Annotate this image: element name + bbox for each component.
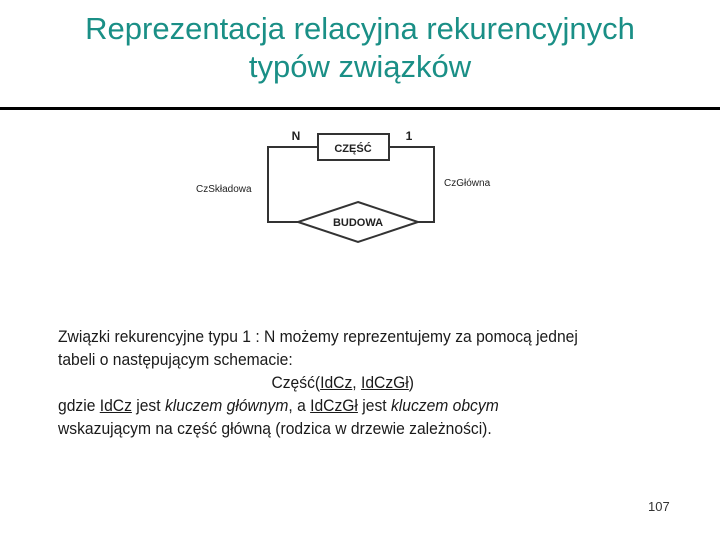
schema-close-paren: ) <box>408 373 415 392</box>
schema-line <box>58 371 628 394</box>
cardinality-right: 1 <box>405 129 413 143</box>
role-right: CzGłówna <box>444 178 491 189</box>
line4-primary-key: IdCz <box>99 396 132 415</box>
schema-primary-key: IdCz <box>320 373 353 392</box>
body-line-4 <box>58 394 628 417</box>
schema-separator: , <box>352 373 361 392</box>
body-line-2: tabeli o następującym schemacie: <box>58 350 293 369</box>
body-text <box>58 325 628 440</box>
line4-text-4: jest <box>357 396 391 415</box>
connector-left <box>268 147 318 222</box>
schema-open-paren: ( <box>314 373 321 392</box>
page-number: 107 <box>648 499 670 514</box>
line4-foreign-key: IdCzGł <box>310 396 358 415</box>
body-line-1: Związki rekurencyjne typu 1 : N możemy reprezentujemy za pomocą jednej <box>58 327 578 346</box>
er-diagram <box>0 110 720 270</box>
line4-foreign-key-term: kluczem obcym <box>390 396 499 415</box>
body-line-5: wskazującym na część główną (rodzica w drzewie zależności). <box>58 419 492 438</box>
line4-text-3: , a <box>288 396 311 415</box>
entity-label: CZĘŚĆ <box>334 143 372 155</box>
schema-table-name: Część <box>271 373 315 392</box>
relationship-label: BUDOWA <box>332 217 384 229</box>
cardinality-left: N <box>291 129 301 143</box>
slide-title-line-2: typów związków <box>248 49 472 84</box>
connector-right <box>389 147 434 222</box>
line4-text-1: gdzie <box>58 396 100 415</box>
slide-title <box>0 10 720 86</box>
line4-text-2: jest <box>131 396 165 415</box>
line4-primary-key-term: kluczem głównym <box>164 396 289 415</box>
slide-title-line-1: Reprezentacja relacyjna rekurencyjnych <box>85 11 635 46</box>
schema-foreign-key: IdCzGł <box>360 373 409 392</box>
role-left: CzSkładowa <box>196 184 252 195</box>
